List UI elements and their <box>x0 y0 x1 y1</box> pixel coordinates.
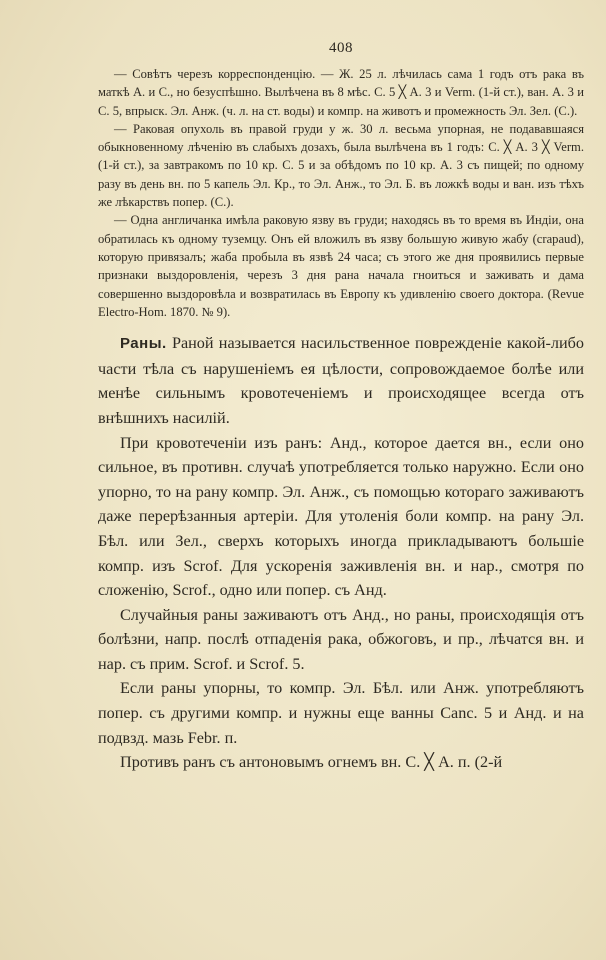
paragraph-correspondence-advice: — Совѣтъ черезъ корреспонденцію. — Ж. 25 л. лѣчилась сама 1 годъ отъ рака въ маткѣ А. и С., но безуспѣшно. Вылѣчена въ 8 мѣс. С. 5 ╳ А. 3 и Verm. (1-й ст.), ван. А. 3 и С. 5, впрыск. Эл. Анж. (ч. л. на ст. воды) и компр. на животъ и промежность Эл. Зел. (С.). <box>98 67 584 118</box>
paragraph-accidental-wounds: Случайныя раны заживаютъ отъ Анд., но раны, происходящія отъ болѣзни, напр. послѣ отпаденія рака, обжоговъ, и пр., лѣчатся вн. и нар. съ прим. Scrof. и Scrof. 5. <box>98 605 584 673</box>
small-print-section <box>98 65 584 321</box>
paragraph-breast-tumor: — Раковая опухоль въ правой груди у ж. 30 л. весьма упорная, не подававшаяся обыкновенному лѣченію въ слабыхъ дозахъ, была вылѣчена въ 1 годъ: С. ╳ А. 3 ╳ Verm. (1-й ст.), за завтракомъ по 10 кр. С. 5 и за обѣдомъ по 10 кр. А. 3 съ пищей; по одному разу въ день вн. по 5 капель Эл. Кр., то Эл. Анж., то Эл. Б. въ ложкѣ воды и ван. изъ тѣхъ же лѣкарствъ попер. (С.). <box>98 121 584 210</box>
page-number: 408 <box>329 40 353 56</box>
paragraph-persistent-wounds: Если раны упорны, то компр. Эл. Бѣл. или Анж. употребляютъ попер. съ другими компр. и нужны еще ванны Canc. 5 и Анд. и на подвзд. мазь Febr. п. <box>98 679 584 747</box>
paragraph-gangrene: Противъ ранъ съ антоновымъ огнемъ вн. С. ╳ А. п. (2-й <box>120 753 503 772</box>
wounds-section <box>98 331 584 775</box>
paragraph-wounds-definition <box>98 331 584 430</box>
paragraph-wounds-definition-text: Раной называется насильственное поврежденіе какой-либо части тѣла съ нарушеніемъ ея цѣлости, сопровождаемое болѣе или менѣе сильнымъ кровотеченіемъ и происходящее всегда отъ внѣшнихъ насилій. <box>98 334 584 427</box>
paragraph-englishwoman: — Одна англичанка имѣла раковую язву въ груди; находясь въ то время въ Индіи, она обратилась къ одному туземцу. Онъ ей вложилъ въ язву большую живую жабу (crapaud), которую привязалъ; жаба пробыла въ язвѣ 24 часа; съ этого же дня проявились первые признаки выздоровленія, черезъ 3 дня рана начала гноиться и заживать и дама совершенно выздоровѣла и возвратилась въ Европу къ удивленію своего доктора. (Revue Electro-Hom. 1870. № 9). <box>98 213 584 319</box>
paragraph-bleeding: При кровотеченіи изъ ранъ: Анд., которое дается вн., если оно сильное, въ противн. случаѣ употребляется только наружно. Если оно упорно, то на рану компр. Эл. Анж., съ помощью котораго заживаютъ даже перерѣзанныя артеріи. Для утоленія боли компр. на рану Эл. Бѣл. или Зел., сверхъ которыхъ иногда прикладываютъ большіе компр. изъ Scrof. Для ускоренія заживленія вн. и нар., смотря по сложенію, Scrof., одно или попер. съ Анд. <box>98 433 584 600</box>
section-heading: Раны. <box>120 335 167 353</box>
